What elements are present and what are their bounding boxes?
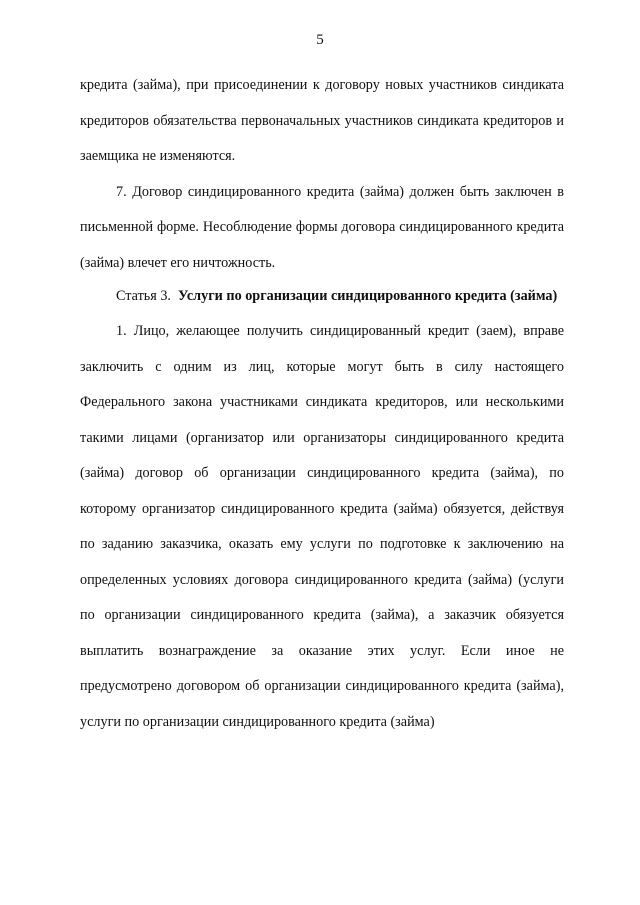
article-title: Услуги по организации синдицированного кредита (займа)	[178, 288, 558, 304]
article-number: Статья 3.	[116, 288, 171, 304]
document-body	[80, 68, 564, 740]
article-heading	[80, 288, 564, 305]
page-number: 5	[316, 32, 324, 48]
paragraph-item-7: 7. Договор синдицированного кредита (займа) должен быть заключен в письменной форме. Несоблюдение формы договора синдицированного кредита (займа) влечет его ничтожность.	[80, 183, 564, 271]
paragraph-item-1: 1. Лицо, желающее получить синдицированный кредит (заем), вправе заключить с одним из лиц, которые могут быть в силу настоящего Федерального закона участниками синдиката кредиторов, или несколькими такими лицами (организатор или организаторы синдицированного кредита (займа) договор об организации синдицированного кредита (займа), по которому организатор синдицированного кредита (займа) обязуется, действуя по заданию заказчика, оказать ему услуги по подготовке к заключению на определенных условиях договора синдицированного кредита (займа) (услуги по организации синдицированного кредита (займа), а заказчик обязуется выплатить вознаграждение за оказание этих услуг. Если иное не предусмотрено договором об организации синдицированного кредита (займа), услуги по организации синдицированного кредита (займа)	[80, 323, 564, 730]
paragraph-continuation: кредита (займа), при присоединении к договору новых участников синдиката кредиторов обязательства первоначальных участников синдиката кредиторов и заемщика не изменяются.	[80, 77, 564, 164]
